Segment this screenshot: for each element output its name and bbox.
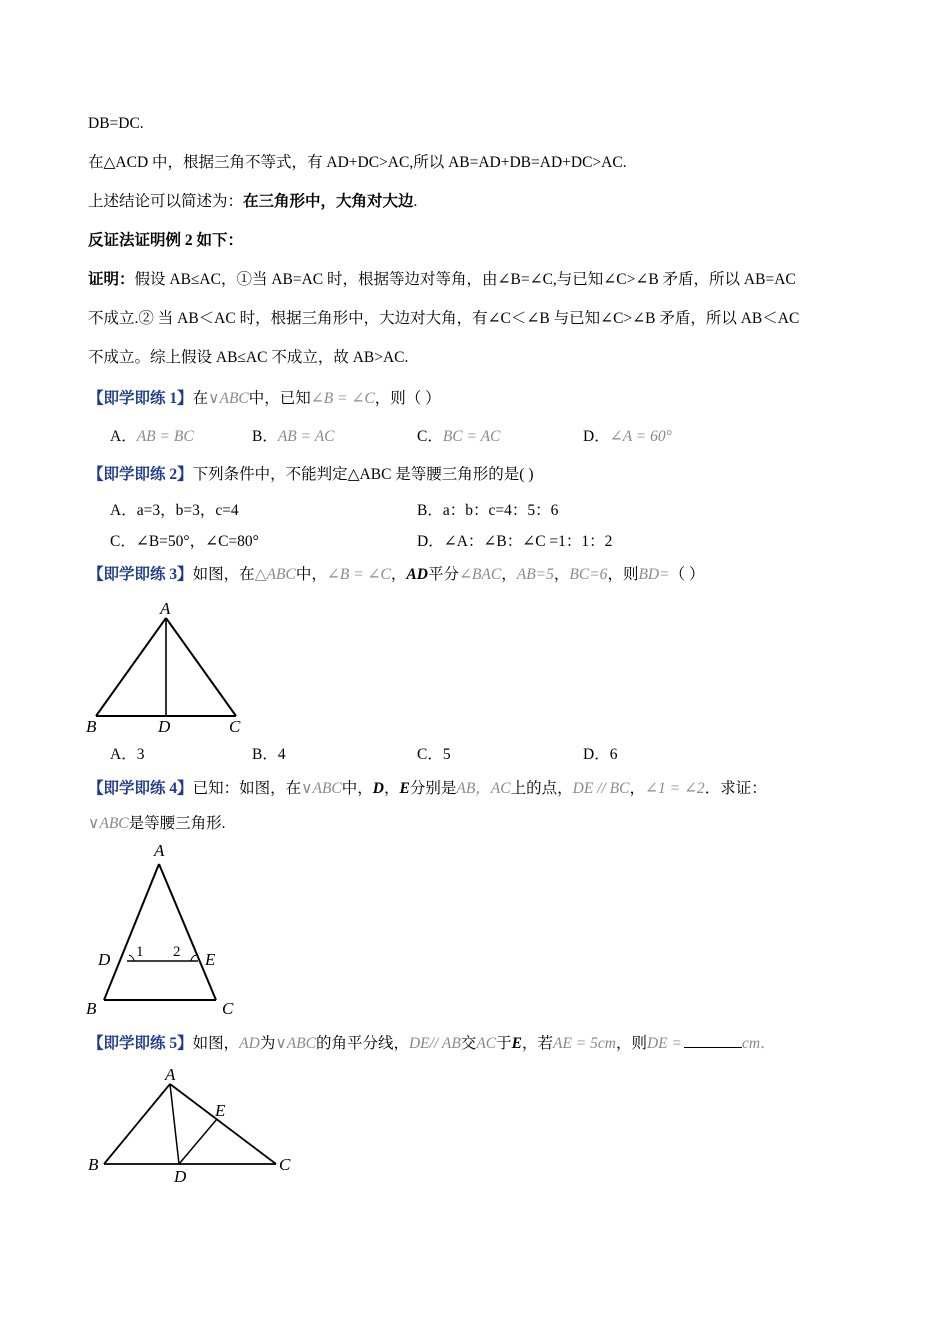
q1-t2: 中，已知 <box>248 390 311 407</box>
q5-figure <box>84 1062 304 1188</box>
q3-option-d[interactable]: D．6 <box>583 746 618 763</box>
example2-line3: 不成立。综上假设 AB≤AC 不成立，故 AB>AC. <box>88 349 409 366</box>
proof1-line3-suffix: . <box>413 193 418 210</box>
example2-line2: 不成立.② 当 AB＜AC 时，根据三角形中，大边对大角，有∠C＜∠B 与已知∠C>∠B 矛盾，所以 AB＜AC <box>88 310 800 327</box>
proof1-line3 <box>88 192 417 212</box>
example2-line1 <box>88 270 796 290</box>
q1-stem <box>88 389 441 409</box>
q4-label-d: D <box>98 950 111 969</box>
example2-proof-label: 证明： <box>88 271 135 288</box>
q5-side-ab <box>104 1084 170 1164</box>
q1-option-c[interactable]: C．BC = AC <box>417 428 501 445</box>
q4-label-b: B <box>86 999 97 1018</box>
q4-label-e: E <box>205 950 216 969</box>
q1-t1: 在 <box>192 390 209 407</box>
q4-angle1-arc <box>129 955 134 961</box>
q1-t3: ，则（ ） <box>374 390 441 407</box>
q5-label-a: A <box>165 1065 176 1084</box>
q2-option-c[interactable]: C．∠B=50°，∠C=80° <box>110 533 259 550</box>
q5-stem: 【即学即练 5】如图，AD为∨ABC的角平分线，DE// AB交AC于E，若AE = 5cm，则DE = cm． <box>88 1035 776 1052</box>
q4-label-a: A <box>154 841 165 860</box>
q3-figure <box>84 598 254 740</box>
q4-stem-line1: 【即学即练 4】已知：如图，在∨ABC中，D，E分别是AB，AC上的点，DE // BC，∠1 = ∠2．求证： <box>88 780 767 797</box>
q4-label-angle1: 1 <box>136 944 144 960</box>
q4-label-angle2: 2 <box>173 944 181 960</box>
q3-option-c[interactable]: C．5 <box>417 746 451 763</box>
q4-label-c: C <box>222 999 234 1018</box>
q2-text: 下列条件中，不能判定△ABC 是等腰三角形的是( ) <box>192 466 534 483</box>
q1-option-d[interactable]: D．∠A = 60° <box>583 428 672 445</box>
q5-label-d: D <box>174 1167 187 1186</box>
q1-option-a[interactable]: A．AB = BC <box>110 428 194 445</box>
q3-option-a[interactable]: A．3 <box>110 746 145 763</box>
q5-answer-blank[interactable] <box>684 1033 742 1048</box>
q4-side-ac <box>159 864 216 1000</box>
q3-side-ab <box>96 618 166 716</box>
q3-label-b: B <box>86 717 97 736</box>
q5-side-ac <box>170 1084 276 1164</box>
q5-label-c: C <box>279 1155 291 1174</box>
q3-stem: 【即学即练 3】如图，在△ABC中，∠B = ∠C，AD平分∠BAC，AB=5，BC=6，则BD=（ ） <box>88 566 705 583</box>
q2-option-a[interactable]: A．a=3，b=3，c=4 <box>110 502 239 519</box>
q3-label-a: A <box>160 599 171 618</box>
q4-angle2-arc <box>191 955 196 961</box>
proof1-line2: 在△ACD 中，根据三角不等式，有 AD+DC>AC,所以 AB=AD+DB=AD+DC>AC. <box>88 154 627 171</box>
q3-label-d: D <box>158 717 171 736</box>
q3-option-b[interactable]: B．4 <box>252 746 286 763</box>
q2-option-b[interactable]: B．a：b：c=4：5：6 <box>417 502 559 519</box>
proof1-line3-prefix: 上述结论可以简述为： <box>88 193 244 210</box>
q1-m1: ∨ABC <box>208 390 249 407</box>
q1-tag: 【即学即练 1】 <box>88 390 193 407</box>
proof1-line1: DB=DC. <box>88 115 144 132</box>
q3-label-c: C <box>229 717 241 736</box>
q5-label-e: E <box>215 1101 226 1120</box>
q2-stem <box>88 465 534 485</box>
q5-label-b: B <box>88 1155 99 1174</box>
q1-option-b[interactable]: B．AB = AC <box>252 428 335 445</box>
q5-segment-ad <box>170 1084 179 1164</box>
example2-line1-text: 假设 AB≤AC，①当 AB=AC 时，根据等边对等角，由∠B=∠C,与已知∠C>∠B 矛盾，所以 AB=AC <box>134 271 796 288</box>
q2-option-d[interactable]: D．∠A：∠B：∠C =1：1：2 <box>417 533 613 550</box>
q1-m2: ∠B = ∠C <box>310 390 375 407</box>
q5-segment-de <box>179 1119 217 1164</box>
q4-stem-line2: ∨ABC是等腰三角形. <box>88 815 226 832</box>
q4-side-ab <box>104 864 159 1000</box>
q3-tag: 【即学即练 3】 <box>88 566 193 583</box>
proof1-conclusion: 在三角形中，大角对大边 <box>243 193 414 210</box>
q5-tag: 【即学即练 5】 <box>88 1035 193 1052</box>
example2-heading: 反证法证明例 2 如下： <box>88 232 244 249</box>
q2-tag: 【即学即练 2】 <box>88 466 193 483</box>
q4-tag: 【即学即练 4】 <box>88 780 193 797</box>
q4-figure <box>84 840 254 1020</box>
q3-side-ac <box>166 618 236 716</box>
